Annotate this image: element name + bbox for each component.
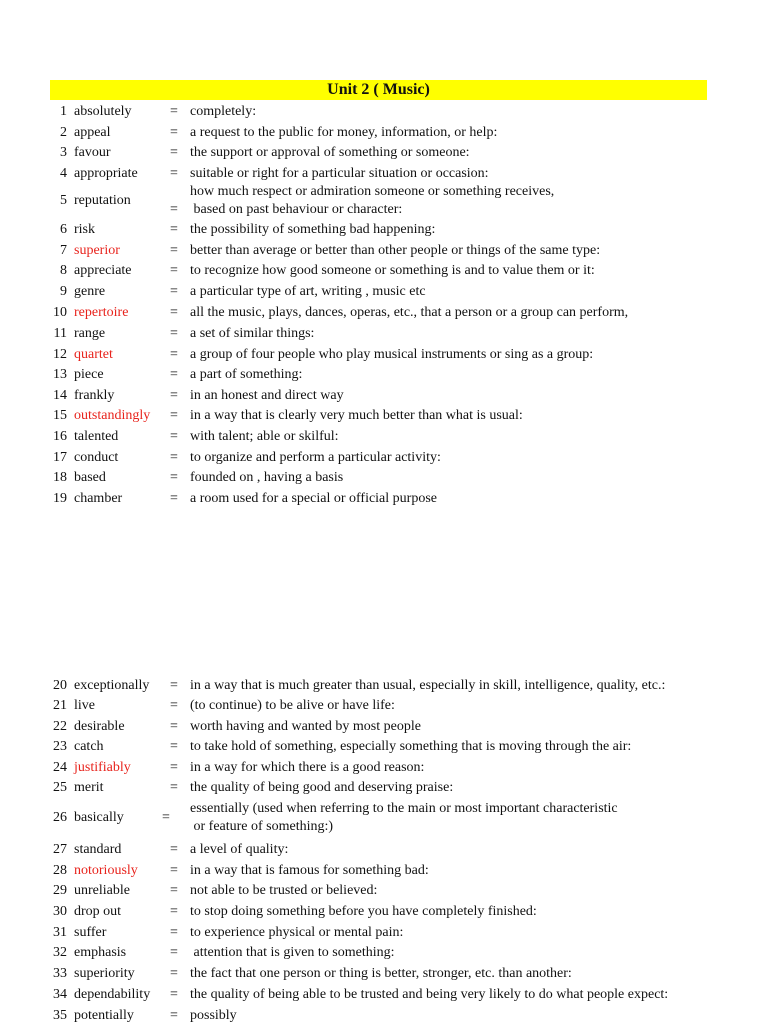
list-item xyxy=(0,738,768,756)
entry-number: 3 xyxy=(60,145,67,160)
entry-number: 4 xyxy=(60,166,67,181)
list-item xyxy=(0,779,768,797)
entry-word: repertoire xyxy=(74,305,129,320)
list-item xyxy=(0,469,768,487)
equals-sign: = xyxy=(170,883,178,898)
entry-definition: in a way for which there is a good reason: xyxy=(190,760,425,775)
entry-number: 24 xyxy=(53,760,67,775)
equals-sign: = xyxy=(170,470,178,485)
list-item xyxy=(0,986,768,1004)
entry-word: suffer xyxy=(74,925,107,940)
entry-word: catch xyxy=(74,739,104,754)
entry-word: reputation xyxy=(74,193,131,208)
equals-sign: = xyxy=(170,945,178,960)
entry-word: unreliable xyxy=(74,883,130,898)
equals-sign: = xyxy=(170,305,178,320)
entry-word: desirable xyxy=(74,719,125,734)
equals-sign: = xyxy=(170,719,178,734)
list-item xyxy=(0,800,768,836)
entry-definition: possibly xyxy=(190,1008,237,1023)
equals-sign: = xyxy=(170,408,178,423)
entry-word: notoriously xyxy=(74,863,138,878)
list-item xyxy=(0,759,768,777)
list-item xyxy=(0,283,768,301)
definition-line: how much respect or admiration someone or something receives, xyxy=(190,184,555,199)
entry-word: chamber xyxy=(74,491,123,506)
entry-definition: attention that is given to something: xyxy=(190,945,395,960)
entry-number: 9 xyxy=(60,284,67,299)
list-item xyxy=(0,346,768,364)
entry-word: piece xyxy=(74,367,104,382)
list-item xyxy=(0,1007,768,1025)
equals-sign: = xyxy=(170,842,178,857)
entry-definition: all the music, plays, dances, operas, etc., that a person or a group can perform, xyxy=(190,305,629,320)
entry-word: risk xyxy=(74,222,95,237)
equals-sign: = xyxy=(170,780,178,795)
entry-number: 34 xyxy=(53,987,67,1002)
list-item xyxy=(0,841,768,859)
equals-sign: = xyxy=(170,966,178,981)
entry-word: drop out xyxy=(74,904,122,919)
entry-number: 21 xyxy=(53,698,67,713)
equals-sign: = xyxy=(170,904,178,919)
list-item xyxy=(0,862,768,880)
list-item xyxy=(0,718,768,736)
equals-sign: = xyxy=(170,222,178,237)
equals-sign: = xyxy=(170,326,178,341)
entry-number: 33 xyxy=(53,966,67,981)
entry-word: potentially xyxy=(74,1008,134,1023)
entry-word: appreciate xyxy=(74,263,132,278)
entry-definition: (to continue) to be alive or have life: xyxy=(190,698,395,713)
entry-definition: to organize and perform a particular activity: xyxy=(190,450,441,465)
entry-definition: a set of similar things: xyxy=(190,326,315,341)
entry-definition xyxy=(190,183,554,219)
entry-number: 18 xyxy=(53,470,67,485)
entry-definition: to experience physical or mental pain: xyxy=(190,925,404,940)
list-item xyxy=(0,366,768,384)
entry-definition: a part of something: xyxy=(190,367,303,382)
entry-word: quartet xyxy=(74,347,113,362)
list-item xyxy=(0,490,768,508)
list-item xyxy=(0,924,768,942)
entry-definition: the possibility of something bad happening: xyxy=(190,222,436,237)
equals-sign: = xyxy=(170,367,178,382)
entry-word: outstandingly xyxy=(74,408,151,423)
equals-sign: = xyxy=(170,863,178,878)
entry-word: appeal xyxy=(74,125,111,140)
list-item xyxy=(0,882,768,900)
list-item xyxy=(0,183,768,219)
entry-word: based xyxy=(74,470,106,485)
list-item xyxy=(0,677,768,695)
list-item xyxy=(0,221,768,239)
page-title: Unit 2 ( Music) xyxy=(50,80,707,100)
equals-sign: = xyxy=(170,202,178,217)
equals-sign: = xyxy=(170,429,178,444)
equals-sign: = xyxy=(170,347,178,362)
entry-number: 22 xyxy=(53,719,67,734)
equals-sign: = xyxy=(170,678,178,693)
equals-sign: = xyxy=(170,243,178,258)
list-item xyxy=(0,103,768,121)
list-item xyxy=(0,165,768,183)
entry-word: emphasis xyxy=(74,945,127,960)
entry-word: genre xyxy=(74,284,106,299)
entry-definition: a group of four people who play musical instruments or sing as a group: xyxy=(190,347,594,362)
equals-sign: = xyxy=(170,263,178,278)
entry-number: 35 xyxy=(53,1008,67,1023)
entry-definition: in a way that is much greater than usual, especially in skill, intelligence, quality, etc.: xyxy=(190,678,666,693)
entry-definition: founded on , having a basis xyxy=(190,470,344,485)
entry-definition: the fact that one person or thing is better, stronger, etc. than another: xyxy=(190,966,572,981)
equals-sign: = xyxy=(170,1008,178,1023)
entry-word: standard xyxy=(74,842,122,857)
entry-definition: a room used for a special or official purpose xyxy=(190,491,437,506)
list-item xyxy=(0,387,768,405)
entry-number: 23 xyxy=(53,739,67,754)
equals-sign: = xyxy=(170,104,178,119)
definition-line: essentially (used when referring to the main or most important characteristic xyxy=(190,801,618,816)
list-item xyxy=(0,903,768,921)
entry-number: 27 xyxy=(53,842,67,857)
entry-word: range xyxy=(74,326,106,341)
entry-definition: in a way that is clearly very much better than what is usual: xyxy=(190,408,523,423)
entry-definition: not able to be trusted or believed: xyxy=(190,883,378,898)
equals-sign: = xyxy=(170,491,178,506)
entry-number: 11 xyxy=(53,326,67,341)
entry-definition: in a way that is famous for something bad: xyxy=(190,863,429,878)
entry-definition: a level of quality: xyxy=(190,842,289,857)
equals-sign: = xyxy=(162,810,170,825)
entry-definition xyxy=(190,800,618,836)
entry-definition: to stop doing something before you have completely finished: xyxy=(190,904,537,919)
list-item xyxy=(0,428,768,446)
equals-sign: = xyxy=(170,284,178,299)
entry-definition: better than average or better than other people or things of the same type: xyxy=(190,243,601,258)
list-item xyxy=(0,304,768,322)
entry-word: absolutely xyxy=(74,104,132,119)
entry-word: frankly xyxy=(74,388,115,403)
entry-definition: worth having and wanted by most people xyxy=(190,719,421,734)
entry-number: 31 xyxy=(53,925,67,940)
entry-number: 15 xyxy=(53,408,67,423)
entry-number: 28 xyxy=(53,863,67,878)
equals-sign: = xyxy=(170,698,178,713)
equals-sign: = xyxy=(170,760,178,775)
entry-number: 12 xyxy=(53,347,67,362)
entry-definition: suitable or right for a particular situation or occasion: xyxy=(190,166,489,181)
entry-number: 5 xyxy=(60,193,67,208)
entry-number: 16 xyxy=(53,429,67,444)
entry-number: 19 xyxy=(53,491,67,506)
entry-word: talented xyxy=(74,429,119,444)
equals-sign: = xyxy=(170,166,178,181)
entry-number: 2 xyxy=(60,125,67,140)
entry-definition: to take hold of something, especially something that is moving through the air: xyxy=(190,739,632,754)
entry-number: 13 xyxy=(53,367,67,382)
entry-number: 1 xyxy=(60,104,67,119)
entry-number: 29 xyxy=(53,883,67,898)
entry-word: favour xyxy=(74,145,111,160)
entry-definition: the quality of being good and deserving praise: xyxy=(190,780,454,795)
equals-sign: = xyxy=(170,987,178,1002)
equals-sign: = xyxy=(170,125,178,140)
entry-word: conduct xyxy=(74,450,119,465)
entry-number: 32 xyxy=(53,945,67,960)
entry-definition: with talent; able or skilful: xyxy=(190,429,339,444)
list-item xyxy=(0,944,768,962)
entry-definition: in an honest and direct way xyxy=(190,388,344,403)
entry-word: dependability xyxy=(74,987,151,1002)
entry-definition: to recognize how good someone or something is and to value them or it: xyxy=(190,263,595,278)
entry-word: superiority xyxy=(74,966,135,981)
entry-definition: the quality of being able to be trusted and being very likely to do what people expect: xyxy=(190,987,669,1002)
entry-word: live xyxy=(74,698,95,713)
equals-sign: = xyxy=(170,925,178,940)
list-item xyxy=(0,449,768,467)
entry-number: 25 xyxy=(53,780,67,795)
equals-sign: = xyxy=(170,450,178,465)
entry-word: superior xyxy=(74,243,120,258)
entry-number: 26 xyxy=(53,810,67,825)
list-item xyxy=(0,965,768,983)
list-item xyxy=(0,124,768,142)
entry-definition: a particular type of art, writing , music etc xyxy=(190,284,426,299)
entry-definition: the support or approval of something or someone: xyxy=(190,145,470,160)
list-item xyxy=(0,697,768,715)
entry-word: exceptionally xyxy=(74,678,150,693)
entry-word: appropriate xyxy=(74,166,138,181)
list-item xyxy=(0,325,768,343)
entry-word: merit xyxy=(74,780,104,795)
entry-number: 30 xyxy=(53,904,67,919)
entry-number: 17 xyxy=(53,450,67,465)
entry-number: 7 xyxy=(60,243,67,258)
entry-number: 10 xyxy=(53,305,67,320)
equals-sign: = xyxy=(170,145,178,160)
list-item xyxy=(0,407,768,425)
equals-sign: = xyxy=(170,388,178,403)
list-item xyxy=(0,144,768,162)
entry-number: 6 xyxy=(60,222,67,237)
definition-line: based on past behaviour or character: xyxy=(190,202,403,217)
definition-line: or feature of something:) xyxy=(190,819,334,834)
equals-sign: = xyxy=(170,739,178,754)
list-item xyxy=(0,242,768,260)
entry-word: justifiably xyxy=(74,760,131,775)
entry-number: 14 xyxy=(53,388,67,403)
entry-number: 20 xyxy=(53,678,67,693)
entry-word: basically xyxy=(74,810,124,825)
list-item xyxy=(0,262,768,280)
entry-number: 8 xyxy=(60,263,67,278)
entry-definition: completely: xyxy=(190,104,257,119)
entry-definition: a request to the public for money, information, or help: xyxy=(190,125,498,140)
